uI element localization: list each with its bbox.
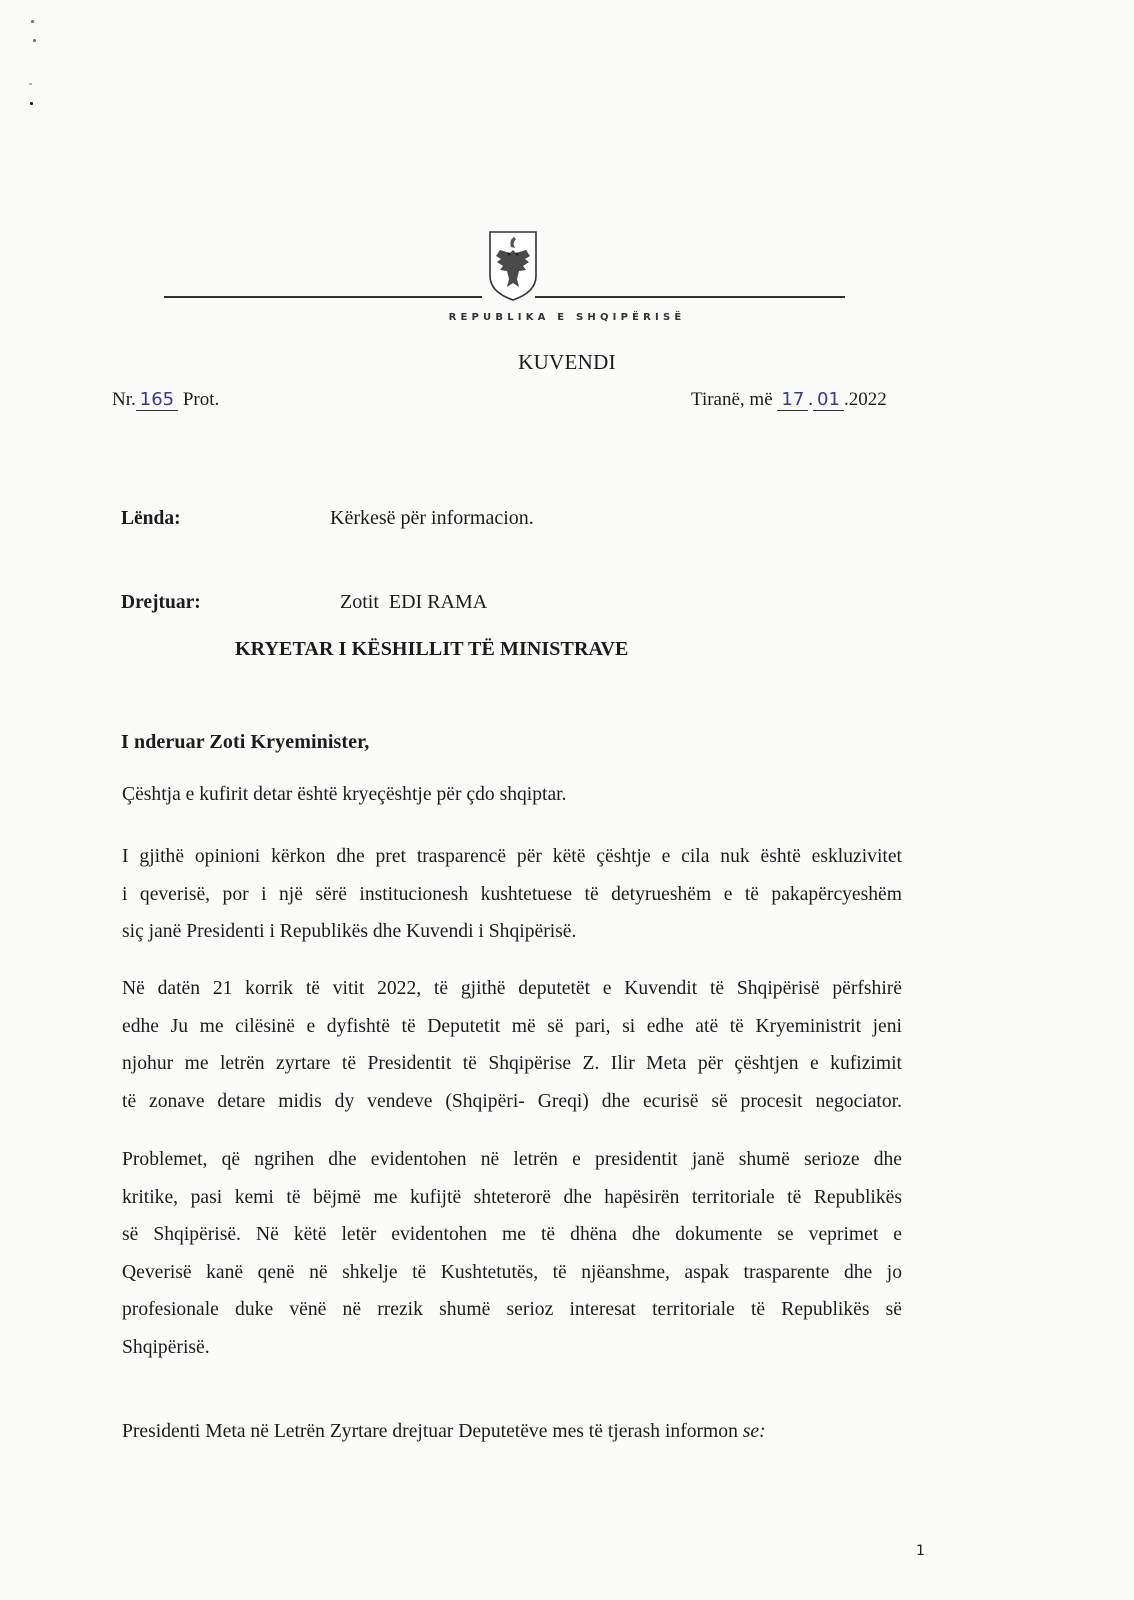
- addressee-title: KRYETAR I KËSHILLIT TË MINISTRAVE: [235, 638, 629, 660]
- paragraph-line: profesionale duke vënë në rrezik shumë serioz interesat territoriale të Republikës së: [122, 1299, 902, 1320]
- paragraph-italic-tail: se:: [742, 1421, 766, 1442]
- document-date: Tiranë, më 17 . 01 .2022: [691, 389, 887, 410]
- paragraph-line: të zonave detare midis dy vendeve (Shqipëri- Greqi) dhe ecurisë së procesit negociator.: [122, 1090, 902, 1112]
- protocol-prefix: Nr.: [112, 389, 136, 410]
- paragraph-line: njohur me letrën zyrtare të Presidentit të Shqipërise Z. Ilir Meta për çështjen e kufizimit: [122, 1053, 902, 1074]
- date-day-handwritten: 17: [777, 390, 808, 411]
- page-number: 1: [916, 1543, 925, 1559]
- protocol-number-handwritten: 165: [136, 390, 178, 411]
- paragraph-1: [122, 776, 902, 814]
- paragraph-line: i qeverisë, por i një sërë institucionesh kushtetuese të detyrueshëm e të pakapërcyeshëm: [122, 883, 902, 905]
- paragraph-line: Problemet, që ngrihen dhe evidentohen në letrën e presidentit janë shumë serioze dhe: [122, 1149, 902, 1170]
- country-name: REPUBLIKA E SHQIPËRISË: [448, 312, 686, 323]
- paragraph-line: Shqipërisë.: [122, 1336, 210, 1358]
- scan-speck: [30, 102, 33, 105]
- scan-speck: [29, 83, 32, 85]
- salutation: I nderuar Zoti Kryeminister,: [121, 731, 370, 753]
- paragraph-2: [122, 838, 902, 951]
- paragraph-line: [122, 1413, 902, 1451]
- protocol-suffix: Prot.: [182, 389, 220, 410]
- date-month-handwritten: 01: [813, 390, 844, 411]
- paragraph-line: siç janë Presidenti i Republikës dhe Kuvendi i Shqipërisë.: [122, 921, 577, 942]
- paragraph-5: [122, 1413, 902, 1451]
- addressee-label: Drejtuar:: [121, 592, 201, 613]
- date-year: .2022: [843, 389, 887, 410]
- paragraph-line: Çështja e kufirit detar është kryeçështje për çdo shqiptar.: [122, 784, 567, 805]
- paragraph-text: Presidenti Meta në Letrën Zyrtare drejtuar Deputetëve mes të tjerash informon: [122, 1421, 743, 1442]
- paragraph-line: edhe Ju me cilësinë e dyfishtë të Deputetit më së pari, si edhe atë të Kryeministrit jeni: [122, 1015, 902, 1037]
- paragraph-4: [122, 1141, 902, 1366]
- paragraph-line: kritike, pasi kemi të bëjmë me kufijtë shteterorë dhe hapësirën territoriale të Republikës: [122, 1186, 902, 1208]
- paragraph-line: Qeverisë kanë qenë në shkelje të Kushtetutës, të njëanshme, aspak trasparente dhe jo: [122, 1261, 902, 1283]
- paragraph-line: I gjithë opinioni kërkon dhe pret trasparencë për këtë çështje e cila nuk është eskluzivitet: [122, 846, 902, 867]
- letterhead-rule-left: [164, 296, 482, 298]
- place-prefix: Tiranë, më: [691, 389, 773, 410]
- subject-value: Kërkesë për informacion.: [330, 507, 534, 529]
- scan-speck: [31, 20, 34, 23]
- albanian-coat-of-arms-icon: [487, 226, 539, 302]
- paragraph-line: së Shqipërisë. Në këtë letër evidentohen me të dhëna dhe dokumente se veprimet e: [122, 1224, 902, 1245]
- letterhead-rule-right: [535, 296, 845, 298]
- paragraph-line: Në datën 21 korrik të vitit 2022, të gjithë deputetët e Kuvendit të Shqipërisë përfshirë: [122, 978, 902, 999]
- scan-speck: [33, 39, 36, 42]
- paragraph-3: [122, 970, 902, 1120]
- addressee-name: Zotit EDI RAMA: [340, 591, 488, 613]
- subject-label: Lënda:: [121, 508, 181, 529]
- protocol-number: [112, 389, 219, 411]
- institution-name: KUVENDI: [518, 350, 616, 374]
